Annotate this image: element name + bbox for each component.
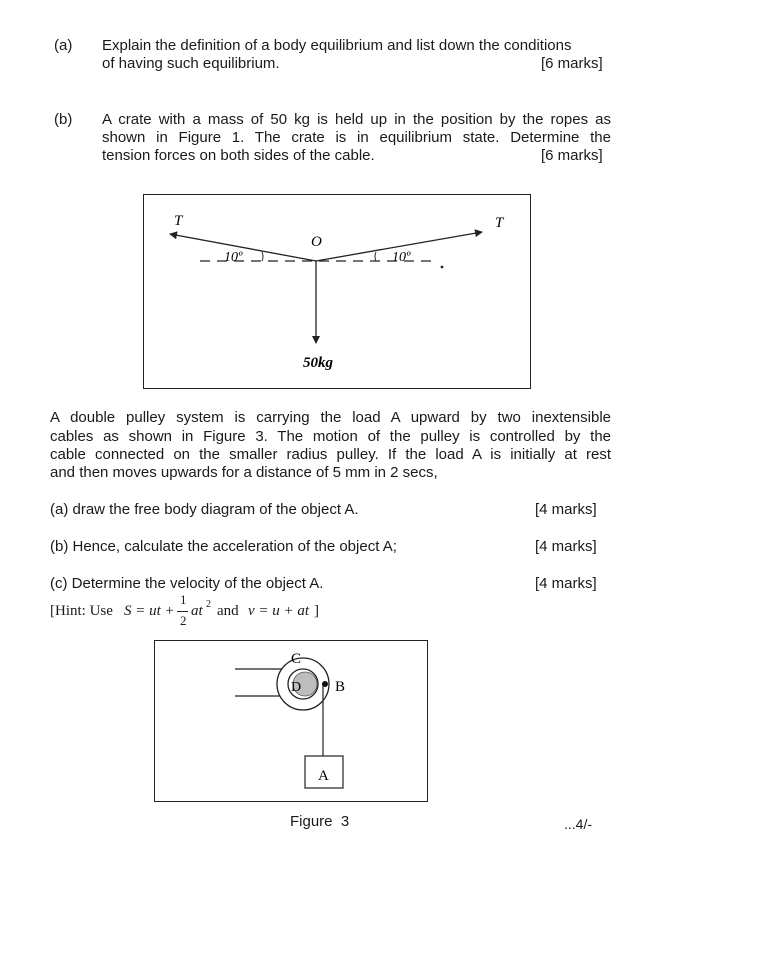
label-O: O [311, 234, 322, 250]
dot-mark [441, 266, 444, 269]
q2-intro-line2: cables as shown in Figure 3. The motion of the pulley is controlled by the [50, 428, 611, 445]
label-A: A [318, 768, 329, 784]
label-B: B [335, 679, 346, 695]
hint-frac-den: 2 [180, 613, 187, 628]
q1a-label: (a) [54, 37, 73, 54]
q1b-text-line3: tension forces on both sides of the cable. [102, 147, 375, 164]
angle-arc-right [375, 252, 376, 261]
q2c-marks: [4 marks] [535, 575, 597, 592]
hint-eq1-lhs: S = ut + [124, 603, 175, 619]
hint-frac-bar [177, 611, 188, 612]
angle-arc-left [262, 252, 263, 261]
q1b-text-line2: shown in Figure 1. The crate is in equilibrium state. Determine the [102, 129, 611, 146]
hint-close: ] [314, 603, 319, 619]
angle-label-left: 10º [224, 250, 243, 265]
q2-intro-line1: A double pulley system is carrying the load A upward by two inextensible [50, 409, 611, 426]
q2-intro-line4: and then moves upwards for a distance of 5 mm in 2 secs, [50, 464, 438, 481]
q2c-text: (c) Determine the velocity of the object A. [50, 575, 324, 592]
hint-sq: 2 [206, 599, 211, 610]
q2a-text: (a) draw the free body diagram of the object A. [50, 501, 359, 518]
label-D: D [291, 680, 302, 695]
hint-frac-num: 1 [180, 592, 187, 607]
rope-left [170, 234, 316, 261]
label-T-left: T [174, 213, 183, 229]
figure3-diagram [155, 641, 427, 801]
figure3-frame [154, 640, 428, 802]
q2a-marks: [4 marks] [535, 501, 597, 518]
q1b-label: (b) [54, 111, 73, 128]
q2-intro-line3: cable connected on the smaller radius pulley. If the load A is initially at rest [50, 446, 611, 463]
q2b-text: (b) Hence, calculate the acceleration of the object A; [50, 538, 397, 555]
figure3-caption: Figure 3 [290, 813, 350, 830]
q1b-text-line1: A crate with a mass of 50 kg is held up in the position by the ropes as [102, 111, 611, 128]
hint-eq1-rhs: at [191, 603, 203, 619]
q2b-marks: [4 marks] [535, 538, 597, 555]
q1a-text-line1: Explain the definition of a body equilibrium and list down the conditions [102, 37, 572, 54]
hint-and: and [217, 603, 239, 619]
label-T-right: T [495, 215, 504, 231]
q1b-marks: [6 marks] [541, 147, 603, 164]
q1a-marks: [6 marks] [541, 55, 603, 72]
load-label: 50kg [303, 355, 333, 371]
hint-prefix: [Hint: Use [50, 603, 113, 619]
angle-label-right: 10º [392, 250, 411, 265]
point-B-dot [322, 681, 328, 687]
figure1-frame [143, 194, 531, 389]
page-marker: ...4/- [564, 816, 593, 832]
figure1-diagram [144, 195, 530, 388]
hint-eq2: v = u + at [248, 603, 310, 619]
q1a-text-line2: of having such equilibrium. [102, 55, 280, 72]
label-C: C [291, 651, 302, 667]
